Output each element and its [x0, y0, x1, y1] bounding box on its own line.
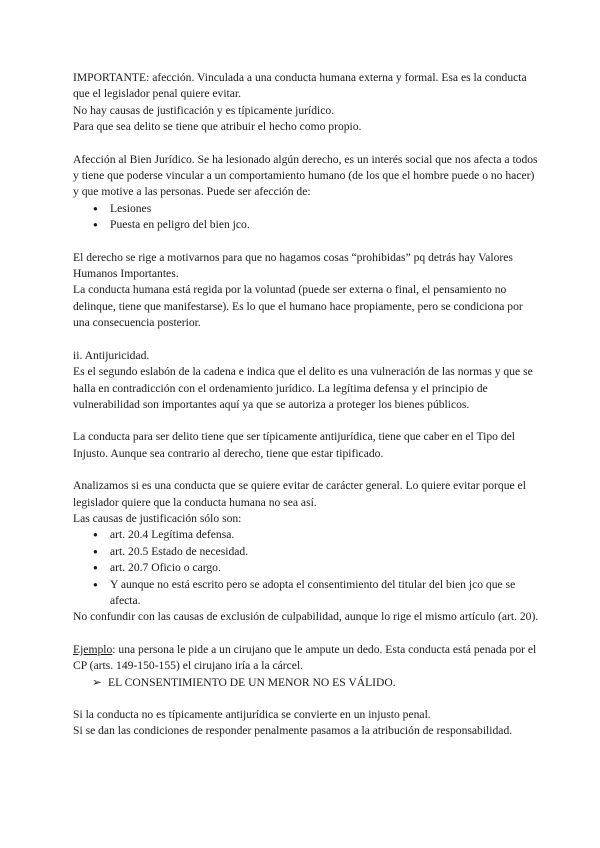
ejemplo-text: : una persona le pide a un cirujano que le ampute un dedo. Esta conducta está penada por el CP (arts. 149-150-155) el cirujano iría a la cárcel.: [73, 642, 537, 673]
paragraph-importante: IMPORTANTE: afección. Vinculada a una conducta humana externa y formal. Esa es la conducta que el legislador penal quiere evitar.: [73, 71, 527, 101]
paragraph-no-causas: No hay causas de justificación y es típicamente jurídico.: [73, 103, 335, 117]
list-item: ● Y aunque no está escrito pero se adopta el consentimiento del titular del bien jco que se afecta.: [93, 577, 540, 610]
list-causas: [73, 527, 540, 609]
paragraph-no-confundir: No confundir con las causas de exclusión de culpabilidad, aunque lo rige el mismo artículo (art. 20).: [73, 610, 539, 624]
list-item: ● Lesiones: [93, 201, 540, 217]
paragraph-conducta-humana: La conducta humana está regida por la voluntad (puede ser externa o final, el pensamiento no delinque, tiene que manifestarse). Es lo que el humano hace propiamente, pero se condiciona por una consecuencia posterior.: [73, 283, 523, 330]
list-afeccion: [73, 201, 540, 234]
arrow-note: [73, 675, 540, 691]
paragraph-ejemplo: [73, 642, 540, 675]
paragraph-responsabilidad: Si se dan las condiciones de responder penalmente pasamos a la atribución de responsabilidad.: [73, 724, 513, 738]
list-item: ● Puesta en peligro del bien jco.: [93, 217, 540, 233]
paragraph-atribuir: Para que sea delito se tiene que atribuir el hecho como propio.: [73, 120, 362, 134]
paragraph-afeccion: Afección al Bien Jurídico. Se ha lesionado algún derecho, es un interés social que nos afecta a todos y tiene que poderse vincular a un comportamiento humano (de los que el hombre puede o no hacer) y que motive a las personas. Puede ser afección de:: [73, 152, 538, 199]
paragraph-tipo-injusto: La conducta para ser delito tiene que ser típicamente antijurídica, tiene que caber en el Tipo del Injusto. Aunque sea contrario al derecho, tiene que estar tipificado.: [73, 430, 516, 460]
arrow-bullet-icon: ➢: [92, 675, 102, 689]
paragraph-causas-label: Las causas de justificación sólo son:: [73, 511, 242, 525]
section-heading-antijuricidad: ii. Antijuricidad.: [73, 348, 150, 362]
paragraph-derecho: El derecho se rige a motivarnos para que no hagamos cosas “prohibidas” pq detrás hay Valores Humanos Importantes.: [73, 250, 513, 281]
list-item: ● art. 20.4 Legítima defensa.: [93, 527, 540, 543]
paragraph-injusto-penal: Si la conducta no es típicamente antijurídica se convierte en un injusto penal.: [73, 708, 431, 721]
arrow-note-text: EL CONSENTIMIENTO DE UN MENOR NO ES VÁLIDO.: [108, 675, 396, 689]
ejemplo-label: Ejemplo: [73, 642, 113, 656]
paragraph-eslabon: Es el segundo eslabón de la cadena e indica que el delito es una vulneración de las normas y que se halla en contradicción con el ordenamiento jurídico. La legítima defensa y el principio de vulnerabilidad son importantes aquí ya que se autoriza a proteger los bienes públicos.: [73, 365, 533, 411]
paragraph-analizamos: Analizamos si es una conducta que se quiere evitar de carácter general. Lo quiere evitar porque el legislador quiere que la conducta humana no sea así.: [73, 479, 526, 509]
list-item: ● art. 20.7 Oficio o cargo.: [93, 560, 540, 576]
list-item: ● art. 20.5 Estado de necesidad.: [93, 544, 540, 560]
